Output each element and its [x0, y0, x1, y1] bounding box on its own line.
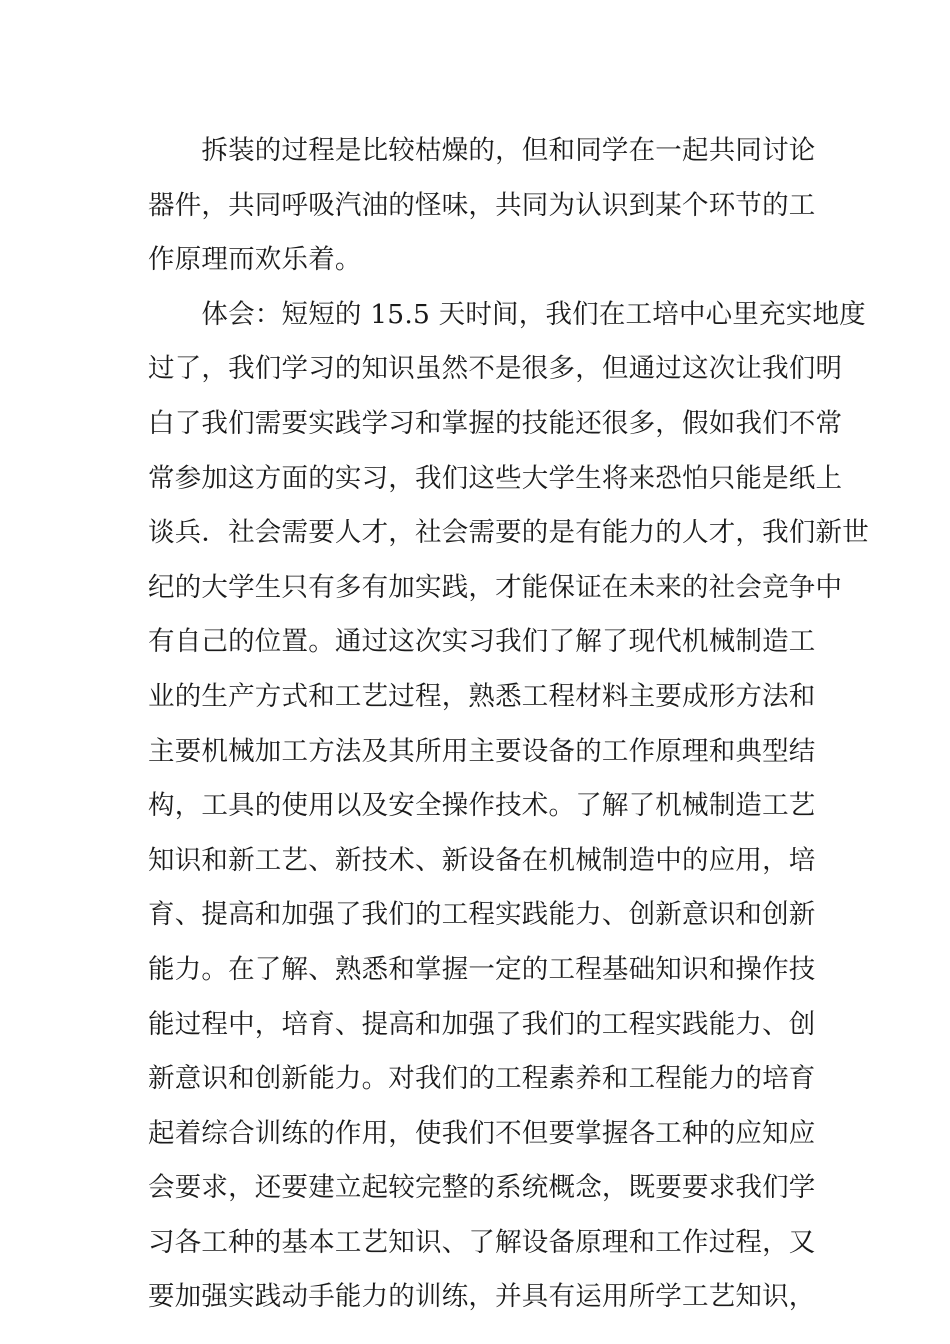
text-line: 纪的大学生只有多有加实践，才能保证在未来的社会竞争中 — [148, 571, 843, 603]
text-line: 白了我们需要实践学习和掌握的技能还很多，假如我们不常 — [148, 407, 843, 439]
text-line: 起着综合训练的作用，使我们不但要掌握各工种的应知应 — [148, 1117, 816, 1149]
text-line: 体会：短短的 15.5 天时间，我们在工培中心里充实地度 — [148, 298, 866, 330]
text-line: 习各工种的基本工艺知识、了解设备原理和工作过程，又 — [148, 1226, 816, 1258]
text-line: 常参加这方面的实习，我们这些大学生将来恐怕只能是纸上 — [148, 462, 843, 494]
text-line: 能力。在了解、熟悉和掌握一定的工程基础知识和操作技 — [148, 953, 816, 985]
text-line: 主要机械加工方法及其所用主要设备的工作原理和典型结 — [148, 735, 816, 767]
text-line: 过了，我们学习的知识虽然不是很多，但通过这次让我们明 — [148, 353, 843, 385]
text-line: 有自己的位置。通过这次实习我们了解了现代机械制造工 — [148, 626, 816, 658]
text-line: 业的生产方式和工艺过程，熟悉工程材料主要成形方法和 — [148, 680, 816, 712]
text-line: 知识和新工艺、新技术、新设备在机械制造中的应用，培 — [148, 844, 816, 876]
text-line: 构，工具的使用以及安全操作技术。了解了机械制造工艺 — [148, 790, 816, 822]
text-line: 器件，共同呼吸汽油的怪味，共同为认识到某个环节的工 — [148, 189, 816, 221]
text-line: 能过程中，培育、提高和加强了我们的工程实践能力、创 — [148, 1008, 816, 1040]
text-line: 要加强实践动手能力的训练，并具有运用所学工艺知识， — [148, 1281, 816, 1313]
body-text — [148, 124, 869, 1325]
text-line: 会要求，还要建立起较完整的系统概念，既要要求我们学 — [148, 1172, 816, 1204]
text-line: 作原理而欢乐着。 — [148, 244, 362, 276]
text-line: 育、提高和加强了我们的工程实践能力、创新意识和创新 — [148, 899, 816, 931]
text-line: 拆装的过程是比较枯燥的，但和同学在一起共同讨论 — [148, 135, 816, 166]
text-line: 新意识和创新能力。对我们的工程素养和工程能力的培育 — [148, 1063, 816, 1095]
text-line: 谈兵．社会需要人才，社会需要的是有能力的人才，我们新世 — [148, 517, 869, 549]
